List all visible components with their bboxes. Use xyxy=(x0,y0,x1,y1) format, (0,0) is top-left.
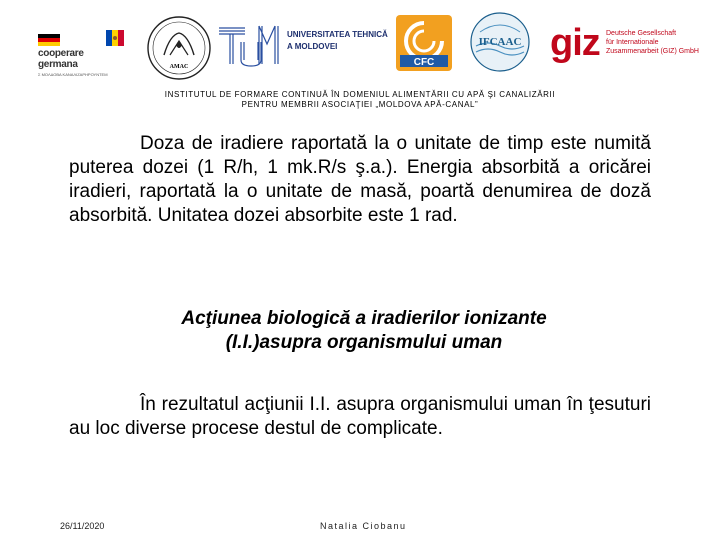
germana-line2: germana xyxy=(38,59,78,70)
cooperare-germana-logo xyxy=(36,26,126,78)
amac-label: AMAC xyxy=(169,64,189,70)
giz-line3: Zusammenarbeit (GIZ) GmbH xyxy=(606,48,699,55)
ifcaac-label: IFCAAC xyxy=(478,36,522,48)
giz-logo xyxy=(548,18,718,68)
section-heading xyxy=(0,307,720,355)
institute-header xyxy=(0,90,720,110)
giz-line2: für Internationale xyxy=(606,39,659,46)
heading-line2: (I.I.)asupra organismului uman xyxy=(225,332,503,353)
cfc-emblem-icon xyxy=(396,15,452,71)
utm-logo xyxy=(215,20,388,70)
logo-strip xyxy=(0,0,720,85)
amac-logo xyxy=(146,15,212,81)
utm-mark-icon xyxy=(215,20,285,70)
paragraph2-text: În rezultatul acţiunii I.I. asupra organismului uman în ţesuturi au loc diverse procese destul de complicate. xyxy=(69,394,651,439)
ifcaac-logo xyxy=(470,12,530,72)
footer-author: Natalia Ciobanu xyxy=(320,521,407,531)
utm-line1: UNIVERSITATEA TEHNICĂ xyxy=(287,30,388,39)
amac-emblem-icon xyxy=(146,15,212,81)
paragraph1-text: Doza de iradiere raportată la o unitate de timp este numită puterea dozei (1 R/h, 1 mk.R/s ş.a.). Energia absorbită a oricărei iradieri, raportată la o unitate de masă, poartă denumirea de doză absorbită. Unitatea dozei absorbite este 1 rad. xyxy=(69,133,651,226)
giz-wordmark: giz xyxy=(550,22,600,64)
flags-icon xyxy=(36,26,126,48)
utm-line2: A MOLDOVEI xyxy=(287,42,338,51)
paragraph-biological-effects xyxy=(69,393,651,441)
cfc-logo xyxy=(396,15,452,71)
footer-date: 26/11/2020 xyxy=(60,521,105,531)
giz-line1: Deutsche Gesellschaft xyxy=(606,30,677,37)
heading-line1: Acţiunea biologică a iradierilor ionizante xyxy=(181,308,547,329)
institute-line1: INSTITUTUL DE FORMARE CONTINUĂ ÎN DOMENIUL ALIMENTĂRII CU APĂ ŞI CANALIZĂRII xyxy=(164,90,556,99)
germana-line1: cooperare xyxy=(38,48,84,59)
paragraph-dose-rate xyxy=(69,132,651,228)
cfc-label: CFC xyxy=(413,57,435,68)
institute-line2: PENTRU MEMBRII ASOCIAŢIEI „MOLDOVA APĂ-CANAL” xyxy=(241,100,479,109)
germana-line3: Σ ΜΟΛΔΟΒΑ ΚΑΝΑΛΙΖΑΡΗΡΟΥΝΤΕΜ xyxy=(38,72,108,77)
